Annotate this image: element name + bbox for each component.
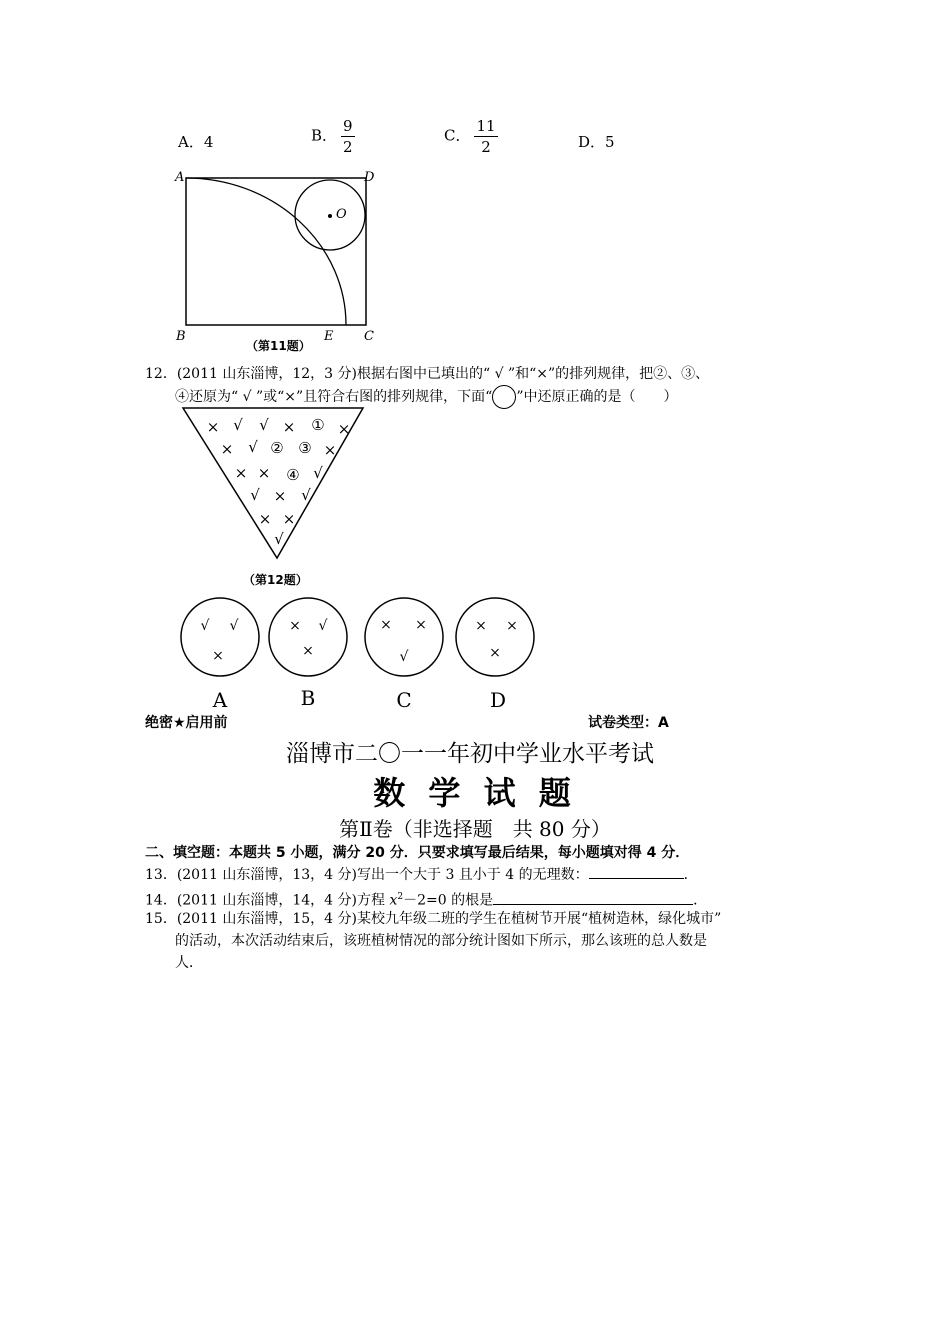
option-b: B． $\frac{9}{2}$	[311, 117, 353, 156]
cell: ×	[220, 440, 234, 458]
subject-title: 数 学 试 题	[373, 774, 577, 812]
cell: ×	[282, 510, 296, 528]
cell: ×	[234, 464, 248, 482]
cell: √	[259, 416, 269, 434]
question-14: 14．(2011 山东淄博，14，4 分)方程 $x^2-2=0$ 的根是 ．	[145, 886, 707, 912]
paper-type: 试卷类型：A	[588, 715, 669, 731]
cell: ①	[311, 416, 325, 434]
cell: ×	[323, 441, 337, 459]
cell: √	[313, 464, 323, 482]
label-b: B	[176, 329, 186, 344]
cell: √	[248, 438, 258, 456]
figure-text: ×	[475, 618, 487, 634]
figure-text: ×	[489, 645, 501, 661]
option-a: A．4	[178, 133, 214, 151]
figure-text: ×	[289, 618, 301, 634]
volume-title: 第Ⅱ卷（非选择题 共 80 分）	[339, 817, 611, 841]
cell: ×	[257, 464, 271, 482]
label-a: A	[175, 170, 185, 185]
caption-11: （第11题）	[246, 339, 311, 353]
figure-text: √	[318, 618, 328, 634]
choice-b-label: B	[300, 686, 316, 710]
cell: ×	[258, 510, 272, 528]
label-o: O	[336, 207, 347, 222]
cell: √	[274, 530, 284, 548]
cell: ×	[206, 418, 220, 436]
figure-text: ×	[302, 643, 314, 659]
question-13: 13．(2011 山东淄博，13，4 分)写出一个大于 3 且小于 4 的无理数： ．	[145, 864, 698, 886]
figure-text: √	[200, 618, 210, 634]
cell: ②	[270, 439, 284, 457]
exam-title: 淄博市二〇一一年初中学业水平考试	[286, 741, 654, 767]
figure-text: √	[399, 649, 409, 665]
figure-text: √	[229, 618, 239, 634]
question-15: 15．(2011 山东淄博，15，4 分)某校九年级二班的学生在植树节开展“植树造林，绿化城市” 的活动，本次活动结束后，该班植树情况的部分统计图如下所示，那么该班的总人数是 人．	[145, 911, 722, 971]
figure-text: ×	[212, 648, 224, 664]
cell: √	[233, 416, 243, 434]
cell: ③	[298, 439, 312, 457]
figure-text: ×	[415, 617, 427, 633]
choice-d-label: D	[489, 688, 507, 712]
question-12: 12．(2011 山东淄博，12，3 分)根据右图中已填出的“ √ ”和“×”的排列规律，把②、③、 ④还原为“ √ ”或“×”且符合右图的排列规律，下面“ ”中还原正确的是（ ）	[145, 363, 825, 409]
cell: ×	[273, 487, 287, 505]
label-e: E	[324, 329, 334, 344]
label-c: C	[364, 329, 374, 344]
option-d: D．5	[578, 133, 615, 151]
choices-figure	[175, 595, 545, 715]
cell: ×	[337, 420, 351, 438]
figure-11	[170, 165, 385, 355]
secret-label: 绝密★启用前	[145, 715, 228, 731]
cell: ×	[282, 418, 296, 436]
figure-text: ×	[380, 617, 392, 633]
figure-text: ×	[506, 618, 518, 634]
figure-12	[175, 400, 375, 595]
section-2-heading: 二、填空题：本题共 5 小题，满分 20 分．只要求填写最后结果，每小题填对得 4 分．	[145, 845, 690, 861]
label-d: D	[364, 170, 375, 185]
cell: √	[301, 486, 311, 504]
caption-12: （第12题）	[243, 573, 308, 587]
option-c: C． $\frac{11}{2}$	[444, 117, 496, 156]
choice-a-label: A	[212, 688, 228, 712]
choice-c-label: C	[396, 688, 412, 712]
cell: ④	[286, 466, 300, 484]
cell: √	[250, 486, 260, 504]
